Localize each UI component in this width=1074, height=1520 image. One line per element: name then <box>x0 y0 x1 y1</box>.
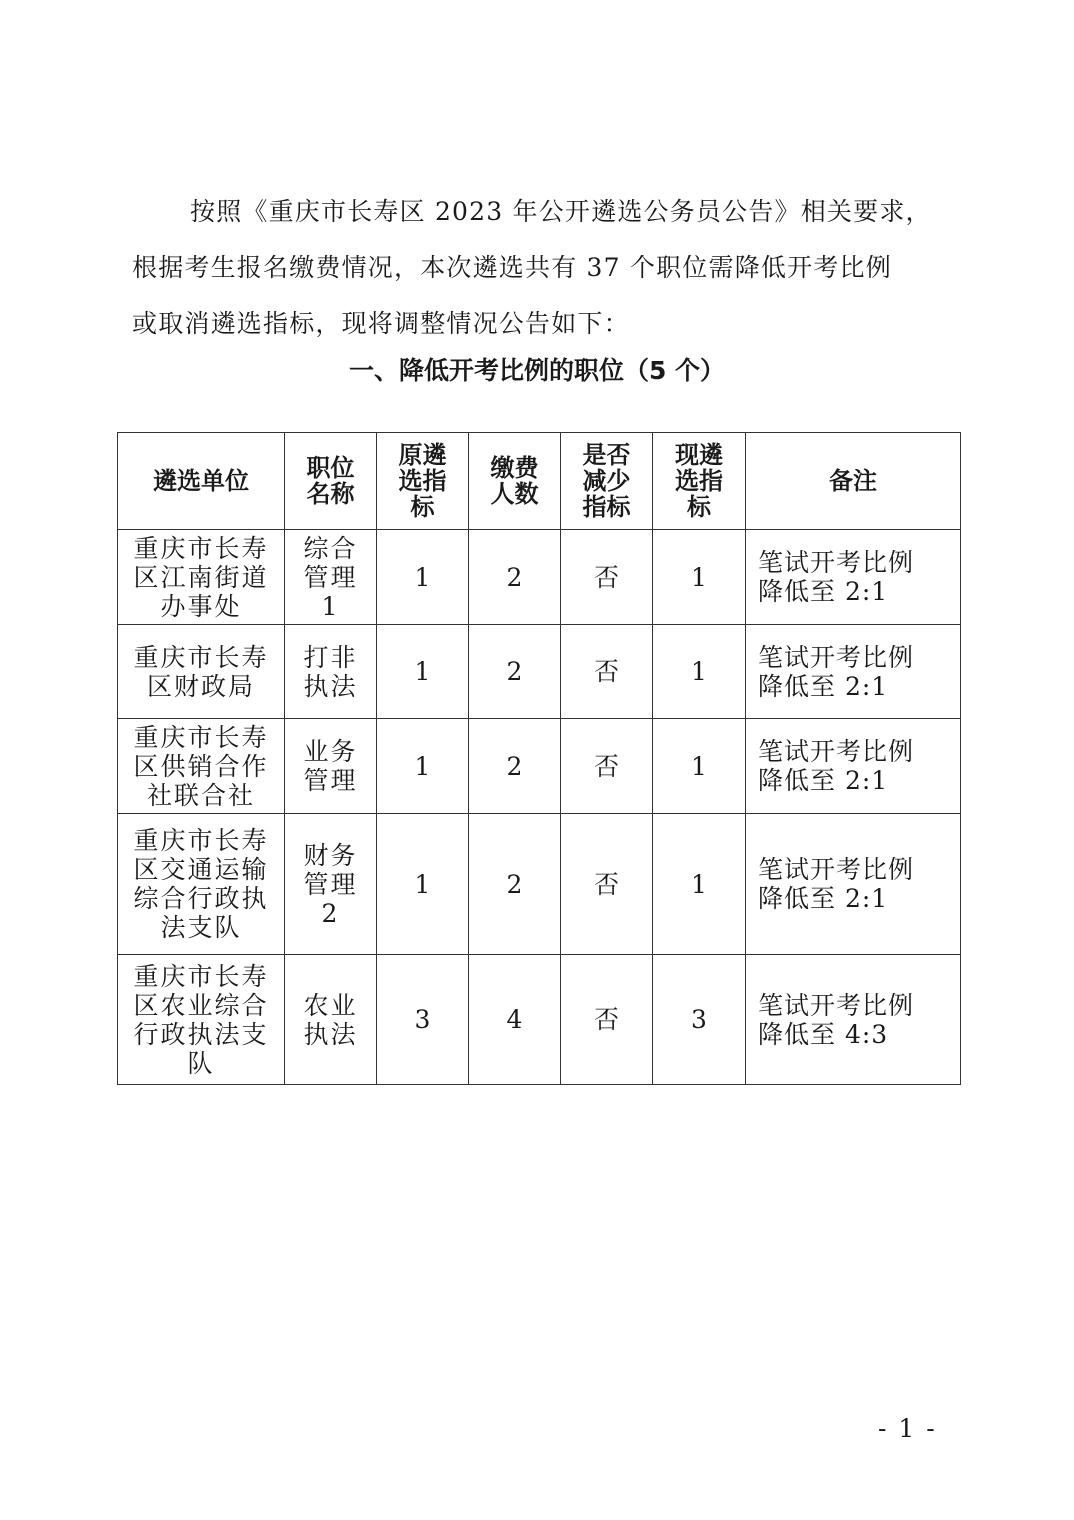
header-remark: 备注 <box>746 433 961 530</box>
cell-reduced: 否 <box>561 625 653 719</box>
adjustment-table <box>117 432 961 1085</box>
cell-paid: 2 <box>469 530 561 625</box>
intro-line-2: 根据考生报名缴费情况，本次遴选共有 37 个职位需降低开考比例 <box>132 253 892 282</box>
header-original-quota: 原遴选指标 <box>377 433 469 530</box>
table-row <box>118 625 961 719</box>
header-paid-count: 缴费人数 <box>469 433 561 530</box>
header-position: 职位名称 <box>285 433 377 530</box>
cell-reduced: 否 <box>561 814 653 955</box>
cell-position: 业务管理 <box>285 719 377 814</box>
cell-original: 1 <box>377 625 469 719</box>
cell-remark: 笔试开考比例降低至 4:3 <box>746 955 961 1085</box>
cell-current: 3 <box>653 955 746 1085</box>
cell-unit: 重庆市长寿区江南街道办事处 <box>118 530 285 625</box>
cell-original: 1 <box>377 530 469 625</box>
table-row <box>118 530 961 625</box>
table-row <box>118 814 961 955</box>
cell-original: 1 <box>377 814 469 955</box>
cell-unit: 重庆市长寿区供销合作社联合社 <box>118 719 285 814</box>
header-current-quota: 现遴选指标 <box>653 433 746 530</box>
cell-paid: 4 <box>469 955 561 1085</box>
cell-original: 3 <box>377 955 469 1085</box>
cell-unit: 重庆市长寿区农业综合行政执法支队 <box>118 955 285 1085</box>
cell-paid: 2 <box>469 625 561 719</box>
intro-line-1: 按照《重庆市长寿区 2023 年公开遴选公务员公告》相关要求， <box>190 197 932 226</box>
cell-paid: 2 <box>469 814 561 955</box>
cell-current: 1 <box>653 814 746 955</box>
cell-current: 1 <box>653 530 746 625</box>
cell-current: 1 <box>653 719 746 814</box>
cell-unit: 重庆市长寿区财政局 <box>118 625 285 719</box>
table-row <box>118 719 961 814</box>
cell-reduced: 否 <box>561 530 653 625</box>
cell-reduced: 否 <box>561 719 653 814</box>
cell-reduced: 否 <box>561 955 653 1085</box>
cell-position: 财务管理2 <box>285 814 377 955</box>
cell-remark: 笔试开考比例降低至 2:1 <box>746 530 961 625</box>
page-number: - 1 - <box>878 1414 937 1443</box>
cell-paid: 2 <box>469 719 561 814</box>
table-row <box>118 955 961 1085</box>
cell-remark: 笔试开考比例降低至 2:1 <box>746 719 961 814</box>
cell-remark: 笔试开考比例降低至 2:1 <box>746 625 961 719</box>
cell-position: 综合管理1 <box>285 530 377 625</box>
section-title: 一、降低开考比例的职位（5 个） <box>348 356 726 385</box>
cell-position: 打非执法 <box>285 625 377 719</box>
header-unit: 遴选单位 <box>118 433 285 530</box>
cell-remark: 笔试开考比例降低至 2:1 <box>746 814 961 955</box>
cell-position: 农业执法 <box>285 955 377 1085</box>
intro-line-3: 或取消遴选指标，现将调整情况公告如下： <box>132 309 630 338</box>
cell-original: 1 <box>377 719 469 814</box>
header-reduced: 是否减少指标 <box>561 433 653 530</box>
cell-current: 1 <box>653 625 746 719</box>
cell-unit: 重庆市长寿区交通运输综合行政执法支队 <box>118 814 285 955</box>
table-header-row <box>118 433 961 530</box>
